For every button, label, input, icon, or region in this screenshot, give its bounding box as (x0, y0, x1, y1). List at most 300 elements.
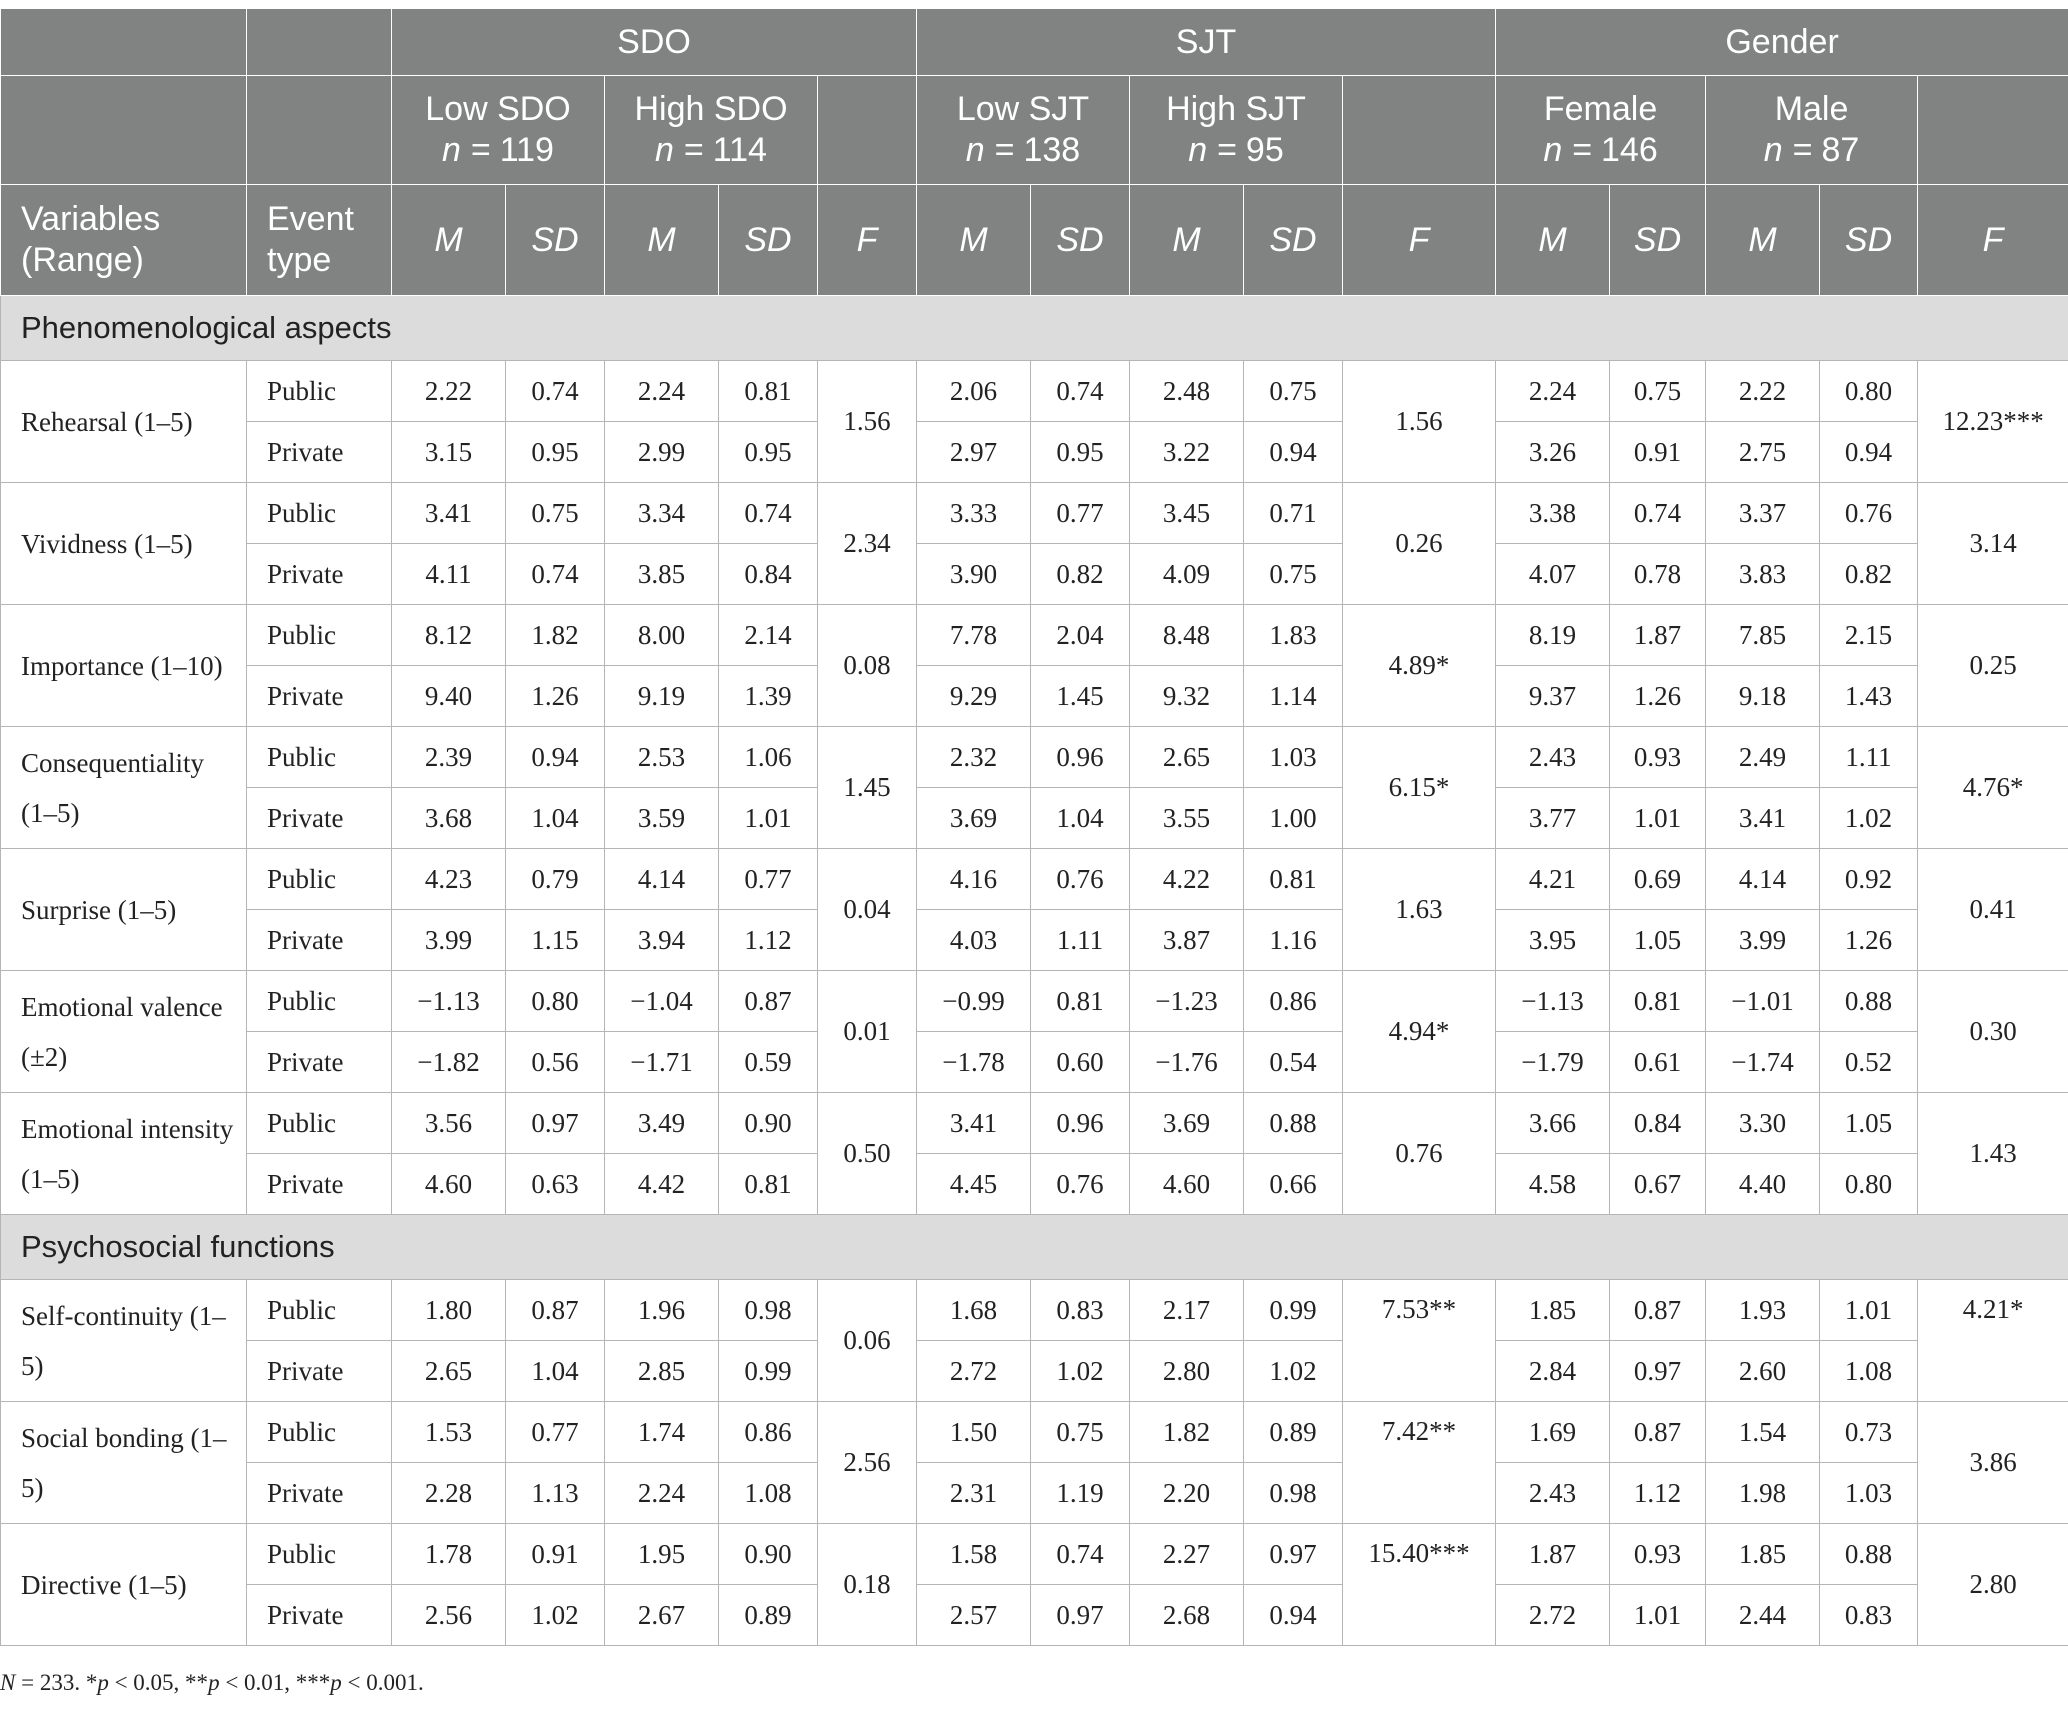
sd-cell: 0.96 (1031, 727, 1130, 788)
mean-cell: 3.55 (1130, 788, 1244, 849)
sd-cell: 0.87 (719, 971, 818, 1032)
sd-cell: 0.52 (1820, 1032, 1918, 1093)
mean-cell: −1.82 (392, 1032, 506, 1093)
sd-cell: 0.83 (1031, 1280, 1130, 1341)
sd-cell: 0.76 (1031, 849, 1130, 910)
header-blank (1, 9, 247, 76)
mean-cell: 1.50 (917, 1402, 1031, 1463)
f-value-cell: 0.50 (818, 1093, 917, 1215)
n-symbol: n = (442, 131, 500, 169)
mean-cell: 9.18 (1706, 666, 1820, 727)
stat-header-m: M (1496, 185, 1610, 296)
mean-cell: 2.65 (1130, 727, 1244, 788)
mean-cell: −1.79 (1496, 1032, 1610, 1093)
f-value-cell: 2.34 (818, 483, 917, 605)
f-value-cell: 7.42** (1343, 1402, 1496, 1524)
mean-cell: 2.43 (1496, 1463, 1610, 1524)
mean-cell: 8.00 (605, 605, 719, 666)
sd-cell: 1.15 (506, 910, 605, 971)
results-table (0, 8, 2068, 1646)
table-row (1, 1402, 2068, 1463)
mean-cell: 4.03 (917, 910, 1031, 971)
event-type-cell: Private (247, 544, 392, 605)
f-value-cell: 1.56 (818, 361, 917, 483)
mean-cell: 4.16 (917, 849, 1031, 910)
sd-cell: 1.26 (506, 666, 605, 727)
n-symbol: n = (965, 131, 1024, 169)
mean-cell: 4.45 (917, 1154, 1031, 1215)
mean-cell: 1.87 (1496, 1524, 1610, 1585)
subgroup-name: Low SJT (956, 90, 1090, 128)
mean-cell: 3.69 (1130, 1093, 1244, 1154)
sd-cell: 0.76 (1031, 1154, 1130, 1215)
sd-cell: 1.01 (1820, 1280, 1918, 1341)
f-value-cell: 6.15* (1343, 727, 1496, 849)
sd-cell: 0.63 (506, 1154, 605, 1215)
stat-header-f: F (1918, 185, 2068, 296)
stat-header-m: M (917, 185, 1031, 296)
variable-label: Rehearsal (1–5) (1, 361, 247, 483)
n-symbol: n = (1543, 131, 1602, 169)
sd-cell: 0.99 (1244, 1280, 1343, 1341)
note-p-symbol: p (208, 1670, 220, 1695)
stat-header-f: F (818, 185, 917, 296)
sd-cell: 1.16 (1244, 910, 1343, 971)
sd-cell: 0.74 (719, 483, 818, 544)
n-symbol: n = (1763, 131, 1822, 169)
sd-cell: 1.03 (1820, 1463, 1918, 1524)
sd-cell: 0.59 (719, 1032, 818, 1093)
variables-label: Variables (21, 200, 161, 238)
sd-cell: 1.19 (1031, 1463, 1130, 1524)
sd-cell: 0.56 (506, 1032, 605, 1093)
sd-cell: 0.75 (506, 483, 605, 544)
sd-cell: 1.14 (1244, 666, 1343, 727)
mean-cell: 9.29 (917, 666, 1031, 727)
mean-cell: 7.85 (1706, 605, 1820, 666)
mean-cell: 2.28 (392, 1463, 506, 1524)
mean-cell: 3.59 (605, 788, 719, 849)
f-value-cell: 0.26 (1343, 483, 1496, 605)
mean-cell: 2.22 (392, 361, 506, 422)
event-type-cell: Public (247, 361, 392, 422)
sd-cell: 0.93 (1610, 1524, 1706, 1585)
mean-cell: 1.54 (1706, 1402, 1820, 1463)
event-type-cell: Public (247, 483, 392, 544)
event-type-cell: Private (247, 422, 392, 483)
subgroup-name: High SJT (1166, 90, 1306, 128)
stat-header-m: M (605, 185, 719, 296)
sd-cell: 1.11 (1820, 727, 1918, 788)
mean-cell: −1.04 (605, 971, 719, 1032)
table-row (1, 910, 2068, 971)
sd-cell: 0.97 (1610, 1341, 1706, 1402)
sd-cell: 1.11 (1031, 910, 1130, 971)
sd-cell: 0.81 (719, 361, 818, 422)
event-type-cell: Private (247, 666, 392, 727)
table-row (1, 1154, 2068, 1215)
mean-cell: 1.78 (392, 1524, 506, 1585)
mean-cell: 2.24 (605, 361, 719, 422)
sd-cell: 0.77 (719, 849, 818, 910)
sd-cell: 0.75 (1244, 361, 1343, 422)
f-value-cell: 0.76 (1343, 1093, 1496, 1215)
subgroup-n: 95 (1245, 131, 1284, 169)
subgroup-name: Female (1543, 90, 1658, 128)
table-row (1, 1093, 2068, 1154)
variable-label: Social bonding (1–5) (1, 1402, 247, 1524)
table-footnote (0, 1670, 424, 1696)
sd-cell: 0.94 (506, 727, 605, 788)
sd-cell: 0.78 (1610, 544, 1706, 605)
subgroup-n: 138 (1023, 131, 1081, 169)
sd-cell: 0.75 (1610, 361, 1706, 422)
mean-cell: 2.65 (392, 1341, 506, 1402)
f-value-cell: 2.80 (1918, 1524, 2068, 1646)
mean-cell: 1.96 (605, 1280, 719, 1341)
group-header-gender: Gender (1496, 9, 2068, 76)
f-value-cell: 0.01 (818, 971, 917, 1093)
mean-cell: 3.26 (1496, 422, 1610, 483)
variable-label: Vividness (1–5) (1, 483, 247, 605)
mean-cell: 3.33 (917, 483, 1031, 544)
table-row (1, 1524, 2068, 1585)
table-row (1, 605, 2068, 666)
f-value-cell: 0.04 (818, 849, 917, 971)
sd-cell: 0.84 (1610, 1093, 1706, 1154)
sd-cell: 0.97 (1031, 1585, 1130, 1646)
sd-cell: 0.77 (1031, 483, 1130, 544)
mean-cell: 2.75 (1706, 422, 1820, 483)
note-n-symbol: N (0, 1670, 16, 1695)
sd-cell: 0.71 (1244, 483, 1343, 544)
header-blank (1343, 76, 1496, 185)
mean-cell: −1.74 (1706, 1032, 1820, 1093)
sd-cell: 0.84 (719, 544, 818, 605)
sd-cell: 1.05 (1610, 910, 1706, 971)
sd-cell: 0.86 (719, 1402, 818, 1463)
mean-cell: −1.78 (917, 1032, 1031, 1093)
mean-cell: 1.85 (1706, 1524, 1820, 1585)
subgroup-header-low-sdo (392, 76, 605, 185)
mean-cell: 8.19 (1496, 605, 1610, 666)
mean-cell: 3.90 (917, 544, 1031, 605)
event-type-cell: Public (247, 849, 392, 910)
mean-cell: −1.71 (605, 1032, 719, 1093)
variable-label: Consequentiality (1–5) (1, 727, 247, 849)
sd-cell: 0.94 (1244, 1585, 1343, 1646)
mean-cell: 3.37 (1706, 483, 1820, 544)
mean-cell: 2.43 (1496, 727, 1610, 788)
sd-cell: 1.01 (1610, 788, 1706, 849)
mean-cell: 8.12 (392, 605, 506, 666)
sd-cell: 0.75 (1244, 544, 1343, 605)
stat-header-f: F (1343, 185, 1496, 296)
mean-cell: 1.53 (392, 1402, 506, 1463)
mean-cell: 1.85 (1496, 1280, 1610, 1341)
subgroup-n: 87 (1821, 131, 1860, 169)
mean-cell: 2.72 (917, 1341, 1031, 1402)
mean-cell: 2.67 (605, 1585, 719, 1646)
note-text: < 0.05, ** (108, 1670, 209, 1695)
mean-cell: 7.78 (917, 605, 1031, 666)
f-value-cell: 7.53** (1343, 1280, 1496, 1402)
mean-cell: 4.11 (392, 544, 506, 605)
mean-cell: 3.30 (1706, 1093, 1820, 1154)
note-text: < 0.001. (341, 1670, 424, 1695)
sd-cell: 0.98 (1244, 1463, 1343, 1524)
mean-cell: 3.15 (392, 422, 506, 483)
sd-cell: 0.87 (1610, 1402, 1706, 1463)
sd-cell: 0.81 (1244, 849, 1343, 910)
sd-cell: 1.06 (719, 727, 818, 788)
sd-cell: 1.02 (1244, 1341, 1343, 1402)
mean-cell: 3.99 (1706, 910, 1820, 971)
mean-cell: 2.24 (605, 1463, 719, 1524)
sd-cell: 0.90 (719, 1093, 818, 1154)
mean-cell: 2.99 (605, 422, 719, 483)
sd-cell: 1.01 (719, 788, 818, 849)
section-header-row (1, 296, 2068, 361)
mean-cell: 2.85 (605, 1341, 719, 1402)
sd-cell: 0.81 (719, 1154, 818, 1215)
mean-cell: 4.07 (1496, 544, 1610, 605)
table-row (1, 727, 2068, 788)
header-blank (818, 76, 917, 185)
sd-cell: 1.87 (1610, 605, 1706, 666)
event-type-cell: Public (247, 1093, 392, 1154)
sd-cell: 1.00 (1244, 788, 1343, 849)
subgroup-name: High SDO (634, 90, 788, 128)
mean-cell: 2.56 (392, 1585, 506, 1646)
f-value-cell: 4.94* (1343, 971, 1496, 1093)
sd-cell: 0.96 (1031, 1093, 1130, 1154)
sd-cell: 0.80 (1820, 1154, 1918, 1215)
stat-header-m: M (1706, 185, 1820, 296)
f-value-cell: 15.40*** (1343, 1524, 1496, 1646)
sd-cell: 0.80 (1820, 361, 1918, 422)
sd-cell: 0.91 (1610, 422, 1706, 483)
stat-header-sd: SD (506, 185, 605, 296)
table-row (1, 544, 2068, 605)
sd-cell: 0.91 (506, 1524, 605, 1585)
sd-cell: 0.82 (1031, 544, 1130, 605)
mean-cell: 3.45 (1130, 483, 1244, 544)
header-blank (1, 76, 247, 185)
sd-cell: 0.60 (1031, 1032, 1130, 1093)
f-value-cell: 3.14 (1918, 483, 2068, 605)
mean-cell: 4.14 (605, 849, 719, 910)
f-value-cell: 0.30 (1918, 971, 2068, 1093)
event-type-cell: Private (247, 1032, 392, 1093)
sd-cell: 0.89 (719, 1585, 818, 1646)
mean-cell: 4.40 (1706, 1154, 1820, 1215)
sd-cell: 0.97 (506, 1093, 605, 1154)
sd-cell: 0.95 (719, 422, 818, 483)
range-label: (Range) (21, 241, 144, 279)
sd-cell: 0.87 (1610, 1280, 1706, 1341)
mean-cell: 2.49 (1706, 727, 1820, 788)
f-value-cell: 2.56 (818, 1402, 917, 1524)
mean-cell: 2.48 (1130, 361, 1244, 422)
variables-column-header (1, 185, 247, 296)
f-value-cell: 3.86 (1918, 1402, 2068, 1524)
mean-cell: 3.95 (1496, 910, 1610, 971)
sd-cell: 0.97 (1244, 1524, 1343, 1585)
variable-label: Emotional intensity (1–5) (1, 1093, 247, 1215)
mean-cell: 4.23 (392, 849, 506, 910)
stat-header-sd: SD (1244, 185, 1343, 296)
f-value-cell: 0.41 (1918, 849, 2068, 971)
mean-cell: 3.87 (1130, 910, 1244, 971)
n-symbol: n = (1188, 131, 1246, 169)
sd-cell: 0.81 (1031, 971, 1130, 1032)
group-header-sjt: SJT (917, 9, 1496, 76)
table-row (1, 1341, 2068, 1402)
event-type-cell: Private (247, 1585, 392, 1646)
note-p-symbol: p (330, 1670, 342, 1695)
sd-cell: 1.39 (719, 666, 818, 727)
mean-cell: 4.14 (1706, 849, 1820, 910)
note-p-symbol: p (97, 1670, 109, 1695)
sd-cell: 1.13 (506, 1463, 605, 1524)
mean-cell: 2.84 (1496, 1341, 1610, 1402)
sd-cell: 1.08 (719, 1463, 818, 1524)
f-value-cell: 1.45 (818, 727, 917, 849)
table-row (1, 971, 2068, 1032)
f-value-cell: 4.21* (1918, 1280, 2068, 1402)
variable-label: Directive (1–5) (1, 1524, 247, 1646)
mean-cell: 9.40 (392, 666, 506, 727)
mean-cell: 8.48 (1130, 605, 1244, 666)
sd-cell: 0.95 (506, 422, 605, 483)
table-row (1, 422, 2068, 483)
sd-cell: 1.04 (1031, 788, 1130, 849)
mean-cell: 1.68 (917, 1280, 1031, 1341)
table-row (1, 1463, 2068, 1524)
event-type-cell: Public (247, 605, 392, 666)
mean-cell: 2.17 (1130, 1280, 1244, 1341)
sd-cell: 0.77 (506, 1402, 605, 1463)
mean-cell: 2.57 (917, 1585, 1031, 1646)
subgroup-name: Male (1774, 90, 1849, 128)
stat-header-sd: SD (719, 185, 818, 296)
sd-cell: 0.74 (1031, 1524, 1130, 1585)
mean-cell: −1.13 (1496, 971, 1610, 1032)
event-type-cell: Private (247, 1341, 392, 1402)
event-type-cell: Private (247, 910, 392, 971)
sd-cell: 0.93 (1610, 727, 1706, 788)
sd-cell: 2.15 (1820, 605, 1918, 666)
f-value-cell: 1.63 (1343, 849, 1496, 971)
mean-cell: 1.93 (1706, 1280, 1820, 1341)
sd-cell: 2.14 (719, 605, 818, 666)
mean-cell: 2.53 (605, 727, 719, 788)
stat-header-sd: SD (1610, 185, 1706, 296)
sd-cell: 2.04 (1031, 605, 1130, 666)
event-type-cell: Public (247, 1402, 392, 1463)
subgroup-n: 119 (499, 131, 554, 169)
sd-cell: 0.69 (1610, 849, 1706, 910)
mean-cell: 2.44 (1706, 1585, 1820, 1646)
mean-cell: 3.41 (917, 1093, 1031, 1154)
mean-cell: 3.38 (1496, 483, 1610, 544)
mean-cell: 9.19 (605, 666, 719, 727)
section-title: Phenomenological aspects (1, 296, 2068, 361)
sd-cell: 1.26 (1820, 910, 1918, 971)
mean-cell: 2.97 (917, 422, 1031, 483)
f-value-cell: 4.76* (1918, 727, 2068, 849)
subgroup-header-male (1706, 76, 1918, 185)
mean-cell: 2.72 (1496, 1585, 1610, 1646)
mean-cell: 3.34 (605, 483, 719, 544)
f-value-cell: 4.89* (1343, 605, 1496, 727)
table-row (1, 1280, 2068, 1341)
variable-label: Surprise (1–5) (1, 849, 247, 971)
variable-label: Self-continuity (1–5) (1, 1280, 247, 1402)
subgroup-header-low-sjt (917, 76, 1130, 185)
mean-cell: 2.22 (1706, 361, 1820, 422)
sd-cell: 1.05 (1820, 1093, 1918, 1154)
event-type-cell: Public (247, 971, 392, 1032)
section-header-row (1, 1215, 2068, 1280)
table-row (1, 849, 2068, 910)
sd-cell: 0.88 (1820, 1524, 1918, 1585)
sd-cell: 1.08 (1820, 1341, 1918, 1402)
mean-cell: −1.13 (392, 971, 506, 1032)
mean-cell: 3.85 (605, 544, 719, 605)
mean-cell: 9.37 (1496, 666, 1610, 727)
mean-cell: 2.60 (1706, 1341, 1820, 1402)
sd-cell: 0.95 (1031, 422, 1130, 483)
mean-cell: 2.68 (1130, 1585, 1244, 1646)
sd-cell: 1.02 (506, 1585, 605, 1646)
sd-cell: 0.61 (1610, 1032, 1706, 1093)
mean-cell: 4.60 (1130, 1154, 1244, 1215)
sd-cell: 0.76 (1820, 483, 1918, 544)
stat-header-sd: SD (1031, 185, 1130, 296)
sd-cell: 1.12 (1610, 1463, 1706, 1524)
sd-cell: 0.88 (1820, 971, 1918, 1032)
sd-cell: 0.89 (1244, 1402, 1343, 1463)
sd-cell: 1.83 (1244, 605, 1343, 666)
sd-cell: 0.74 (506, 544, 605, 605)
sd-cell: 1.82 (506, 605, 605, 666)
mean-cell: 4.42 (605, 1154, 719, 1215)
mean-cell: 3.49 (605, 1093, 719, 1154)
mean-cell: 3.83 (1706, 544, 1820, 605)
mean-cell: 1.74 (605, 1402, 719, 1463)
sd-cell: 0.74 (1610, 483, 1706, 544)
sd-cell: 0.80 (506, 971, 605, 1032)
sd-cell: 0.74 (506, 361, 605, 422)
subgroup-n: 114 (712, 131, 767, 169)
mean-cell: 3.68 (392, 788, 506, 849)
mean-cell: 4.22 (1130, 849, 1244, 910)
subgroup-header-high-sdo (605, 76, 818, 185)
sd-cell: 1.43 (1820, 666, 1918, 727)
event-type-cell: Public (247, 1280, 392, 1341)
sd-cell: 0.86 (1244, 971, 1343, 1032)
sd-cell: 0.75 (1031, 1402, 1130, 1463)
sd-cell: 0.79 (506, 849, 605, 910)
event-type-column-header (247, 185, 392, 296)
f-value-cell: 12.23*** (1918, 361, 2068, 483)
mean-cell: 4.09 (1130, 544, 1244, 605)
stat-header-sd: SD (1820, 185, 1918, 296)
variable-label: Emotional valence (±2) (1, 971, 247, 1093)
sd-cell: 0.81 (1610, 971, 1706, 1032)
